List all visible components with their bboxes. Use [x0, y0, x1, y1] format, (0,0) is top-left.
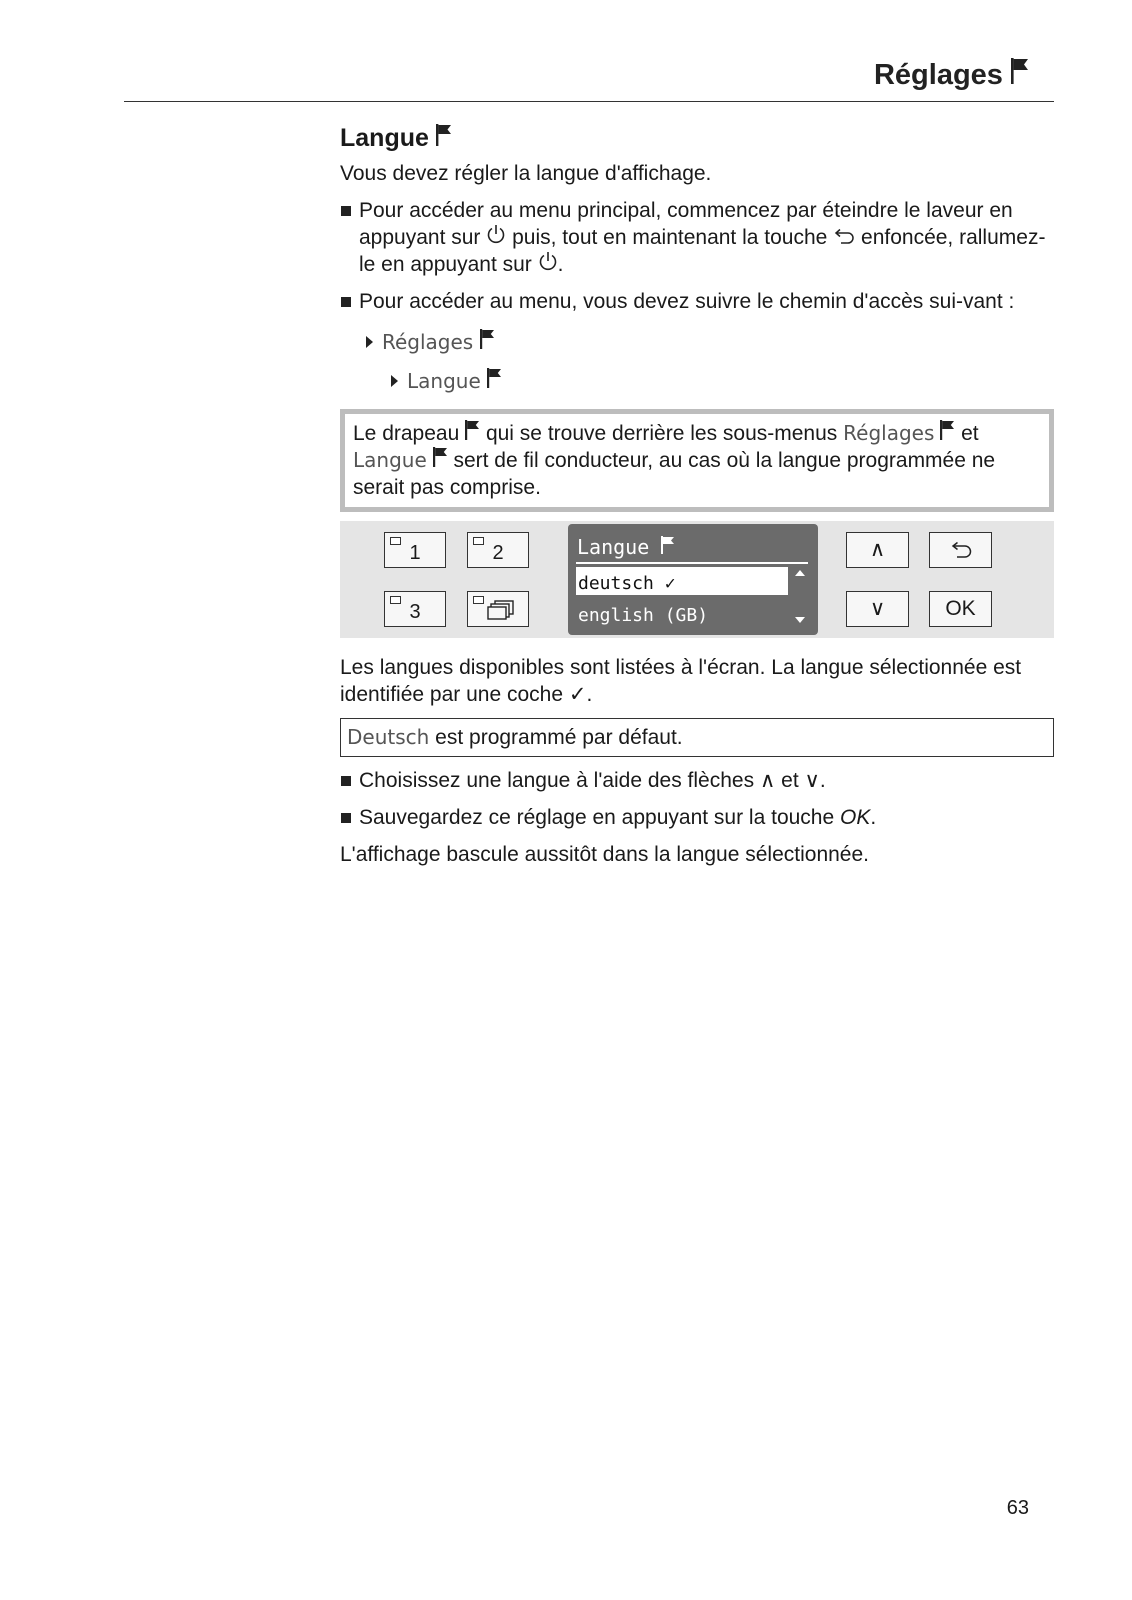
key-label: 3 [409, 601, 421, 623]
arrow-down-icon: ∨ [804, 769, 820, 792]
scroll-up-icon [795, 570, 805, 576]
instruction-bullet [340, 804, 1054, 831]
flag-icon [487, 368, 502, 388]
instruction-bullet [340, 288, 1054, 315]
page-content [340, 120, 1054, 868]
header-rule [124, 101, 1054, 102]
arrow-down-icon: ∨ [869, 597, 886, 620]
menu-path [340, 323, 1054, 401]
ok-term: OK [840, 806, 871, 829]
lcd-display [568, 524, 818, 635]
note-text: Le drapeau [353, 422, 460, 445]
triangle-right-icon [391, 375, 398, 387]
lcd-rule [576, 562, 808, 564]
section-title [340, 124, 1054, 152]
bullet-text: Pour accéder au menu principal, commencez par éteindre le laveur en appuyant sur [359, 199, 1013, 249]
note-term-reglages: Réglages [843, 421, 935, 445]
flag-icon [436, 124, 452, 146]
arrow-up-icon: ∧ [869, 538, 886, 561]
bullet-text: enfoncée, rallumez-le en appuyant sur [359, 226, 1046, 276]
bullet-square-icon [341, 297, 351, 307]
menu-path-level1-label: Réglages [382, 330, 474, 354]
header-title-text: Réglages [873, 59, 1003, 91]
section-title-text: Langue [340, 124, 429, 152]
ok-label: OK [945, 597, 976, 620]
menu-path-level2-label: Langue [407, 369, 481, 393]
available-end: . [586, 683, 593, 706]
arrow-up-icon: ∧ [759, 769, 776, 792]
key-label: 1 [409, 542, 421, 564]
bullet-square-icon [341, 776, 351, 786]
flag-icon [480, 329, 495, 349]
note-text: sert de fil conducteur, au cas où la langue programmée ne serait pas comprise. [353, 449, 996, 499]
bullet-text: puis, tout en maintenant la touche [512, 226, 828, 249]
flag-icon [433, 447, 448, 467]
bullet-text: Pour accéder au menu, vous devez suivre le chemin d'accès sui-vant : [359, 290, 1015, 313]
checkmark-icon: ✓ [568, 682, 587, 706]
instruction-bullet [340, 197, 1054, 278]
available-languages-text [340, 654, 1054, 708]
ok-button [929, 591, 992, 627]
back-button [929, 532, 992, 568]
available-text: Les langues disponibles sont listées à l'écran. La langue sélectionnée est identifiée par une coche [340, 656, 1022, 706]
key-2-button [467, 532, 529, 568]
lcd-title-text: Langue [577, 535, 650, 559]
intro-text: Vous devez régler la langue d'affichage. [340, 162, 712, 185]
bullet-text: Choisissez une langue à l'aide des flèches [359, 769, 755, 792]
scroll-down-icon [795, 617, 805, 623]
flag-icon [940, 420, 955, 440]
power-icon [486, 224, 506, 244]
closing-text: L'affichage bascule aussitôt dans la langue sélectionnée. [340, 843, 869, 866]
page-header-title [874, 58, 1029, 92]
lcd-selected-text: deutsch [578, 573, 654, 594]
back-icon [833, 228, 855, 244]
bullet-end: . [819, 769, 826, 792]
default-language-box [340, 718, 1054, 757]
note-term-langue: Langue [353, 448, 427, 472]
bullet-end: . [557, 253, 564, 276]
instruction-bullet [340, 767, 1054, 794]
led-indicator [473, 596, 484, 604]
lcd-selected-label [578, 570, 676, 597]
lcd-option-row: english (GB) [578, 605, 709, 626]
checkmark-icon: ✓ [664, 573, 676, 594]
arrow-up-button [846, 532, 909, 568]
menu-path-level1 [340, 323, 1054, 362]
program-key-button [467, 591, 529, 627]
lcd-title [577, 534, 675, 561]
bullet-end: . [870, 806, 877, 829]
flag-icon [661, 536, 675, 554]
default-term: Deutsch [347, 725, 430, 749]
key-label: 2 [492, 542, 504, 564]
default-text: est programmé par défaut. [435, 726, 683, 749]
bullet-text: Sauvegardez ce réglage en appuyant sur la touche [359, 806, 835, 829]
note-text: qui se trouve derrière les sous-menus [485, 422, 838, 445]
flag-icon [1011, 58, 1029, 84]
page-number: 63 [1006, 1497, 1029, 1519]
bullet-square-icon [341, 206, 351, 216]
arrow-down-button [846, 591, 909, 627]
key-1-button [384, 532, 446, 568]
menu-path-level2 [340, 362, 1054, 401]
flag-note-box [340, 409, 1054, 512]
triangle-right-icon [366, 336, 373, 348]
flag-icon [465, 420, 480, 440]
bullet-text: et [781, 769, 799, 792]
lcd-selected-row [576, 567, 788, 595]
note-text: et [961, 422, 979, 445]
back-icon [949, 541, 973, 559]
key-3-button [384, 591, 446, 627]
program-icon [487, 600, 515, 620]
control-panel-illustration [340, 521, 1054, 638]
bullet-square-icon [341, 813, 351, 823]
power-icon [538, 251, 558, 271]
